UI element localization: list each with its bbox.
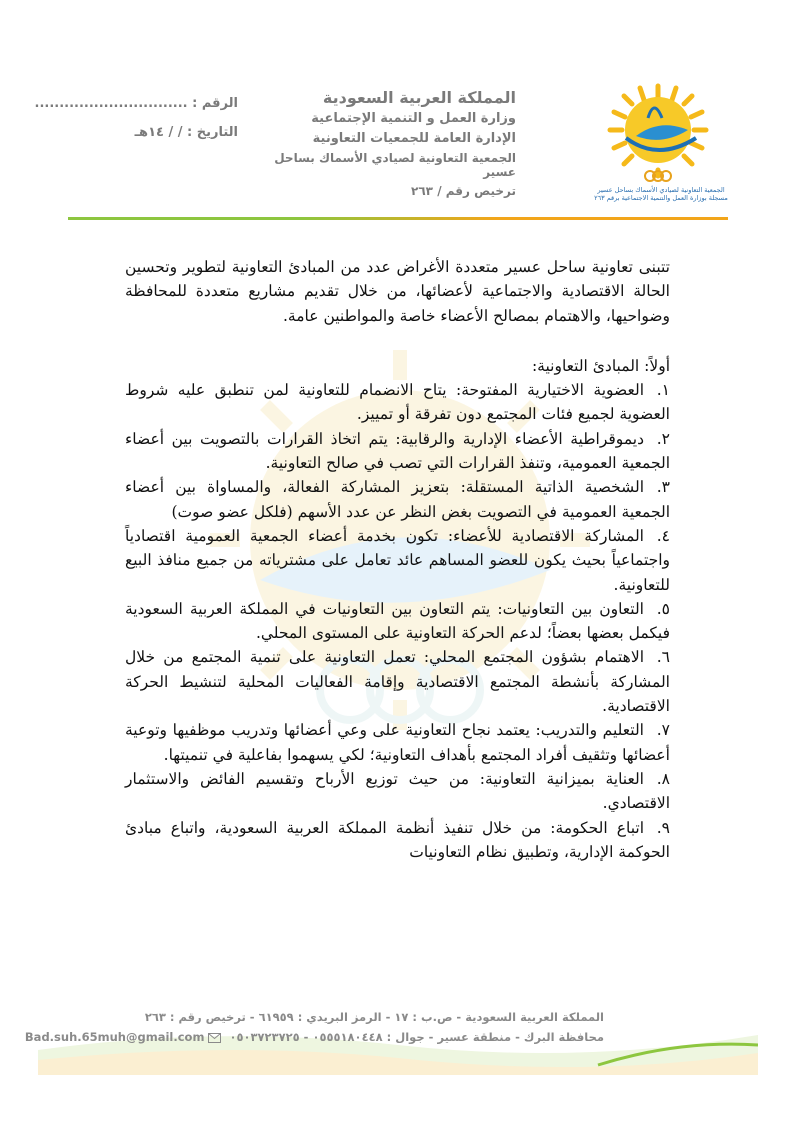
item-text: التعليم والتدريب: يعتمد نجاح التعاونية على وعي أعضائها وتدريب موظفيها وتوعية أعضائها وتثقيف أفراد المجتمع بأهداف التعاونية؛ لكي يسهموا بفاعلية في تنميتها. [125, 721, 670, 764]
item-number: ٤. [656, 526, 670, 545]
envelope-icon [208, 1033, 221, 1043]
reference-block [34, 96, 238, 154]
item-number: ٦. [656, 648, 670, 667]
principle-item [125, 767, 670, 816]
header-divider [68, 217, 728, 220]
principle-item [125, 427, 670, 476]
principle-item [125, 597, 670, 646]
footer-address: المملكة العربية السعودية - ص.ب : ١٧ - الرمز البريدي : ٦١٩٥٩ - ترخيص رقم : ٢٦٣ [144, 1010, 604, 1024]
item-number: ٧. [656, 721, 670, 740]
principle-item [125, 378, 670, 427]
item-text: ديموقراطية الأعضاء الإدارية والرقابية: يتم اتخاذ القرارات بالتصويت بين أعضاء الجمعية العمومية، وتنفذ القرارات التي تصب في صالح التعاونية. [125, 429, 670, 473]
logo-caption-line2: مسجلة بوزارة العمل والتنمية الاجتماعية برقم ٢٦٣ [594, 194, 728, 202]
item-number: ٩. [656, 818, 670, 837]
principle-item [125, 524, 670, 597]
item-text: المشاركة الاقتصادية للأعضاء: تكون بخدمة أعضاء الجمعية العمومية اقتصادياً واجتماعياً بحيث يكون للعضو المساهم عائد تعامل على مشترياته من جميع منافذ البيع للتعاونية. [125, 526, 670, 594]
item-number: ٥. [656, 599, 670, 618]
principle-item [125, 645, 670, 718]
footer-phones [24, 1027, 604, 1047]
principle-item [125, 718, 670, 767]
principle-item [125, 816, 670, 865]
reference-date: التاريخ : / / ١٤هـ [134, 125, 238, 140]
footer-email[interactable]: Bad.suh.65muh@gmail.com [24, 1030, 205, 1044]
item-text: التعاون بين التعاونيات: يتم التعاون بين التعاونيات في المملكة العربية السعودية فيكمل بعضها بعضاً؛ لدعم الحركة التعاونية على المستوى المحلي. [125, 599, 670, 643]
item-text: العناية بميزانية التعاونية: من حيث توزيع الأرباح وتقسيم الفائض والاستثمار الاقتصادي. [125, 769, 670, 813]
item-number: ٣. [656, 478, 670, 497]
letterhead [256, 88, 516, 198]
footer-phone-text: محافظة البرك - منطقة عسير - جوال : ٠٥٥٥١٨٠٤٤٨ - ٠٥٠٣٧٢٣٧٢٥ [229, 1030, 604, 1044]
letterhead-license: ترخيص رقم / ٢٦٣ [411, 184, 516, 198]
letter-body [125, 255, 670, 864]
item-text: الشخصية الذاتية المستقلة: بتعزيز المشاركة الفعالة، والمساواة بين أعضاء الجمعية العمومية في التصويت بغض النظر عن عدد الأسهم (فلكل عضو صوت) [125, 478, 670, 521]
section-title: أولاً: المبادئ التعاونية: [531, 356, 670, 375]
item-text: الاهتمام بشؤون المجتمع المحلي: تعمل التعاونية على تنمية المجتمع من خلال المشاركة بأنشطة المجتمع الاقتصادية وإقامة الفعاليات المحلية لتنشيط الحركة الاقتصادية. [125, 648, 670, 716]
principle-item [125, 475, 670, 524]
letterhead-association: الجمعية التعاونية لصيادي الأسماك بساحل عسير [274, 151, 516, 179]
item-text: اتباع الحكومة: من خلال تنفيذ أنظمة المملكة العربية السعودية، واتباع مبادئ الحوكمة الإدارية، وتطبيق نظام التعاونيات [125, 818, 670, 861]
item-number: ١. [656, 381, 670, 400]
reference-number: الرقم : ............................... [34, 96, 238, 111]
intro-paragraph: تتبنى تعاونية ساحل عسير متعددة الأغراض عدد من المبادئ التعاونية لتطوير وتحسين الحالة الاقتصادية والاجتماعية لأعضائها، من خلال تقديم مشاريع متعددة للمحافظة وضواحيها، والاهتمام بمصالح الأعضاء خاصة والمواطنين عامة. [125, 258, 670, 325]
letterhead-kingdom: المملكة العربية السعودية [322, 88, 516, 107]
logo-caption [586, 186, 736, 202]
item-number: ٨. [656, 769, 670, 788]
logo-caption-line1: الجمعية التعاونية لصيادي الأسماك بساحل عسير [597, 186, 725, 194]
item-number: ٢. [656, 429, 670, 448]
item-text: العضوية الاختيارية المفتوحة: يتاح الانضمام للتعاونية لمن تنطبق عليه شروط العضوية لجميع فئات المجتمع دون تفرقة أو تمييز. [125, 381, 670, 424]
footer-contact [24, 1007, 604, 1047]
letterhead-ministry: وزارة العمل و التنمية الإجتماعية [311, 111, 516, 126]
letterhead-department: الإدارة العامة للجمعيات التعاونية [312, 131, 516, 146]
spacer [125, 328, 670, 354]
